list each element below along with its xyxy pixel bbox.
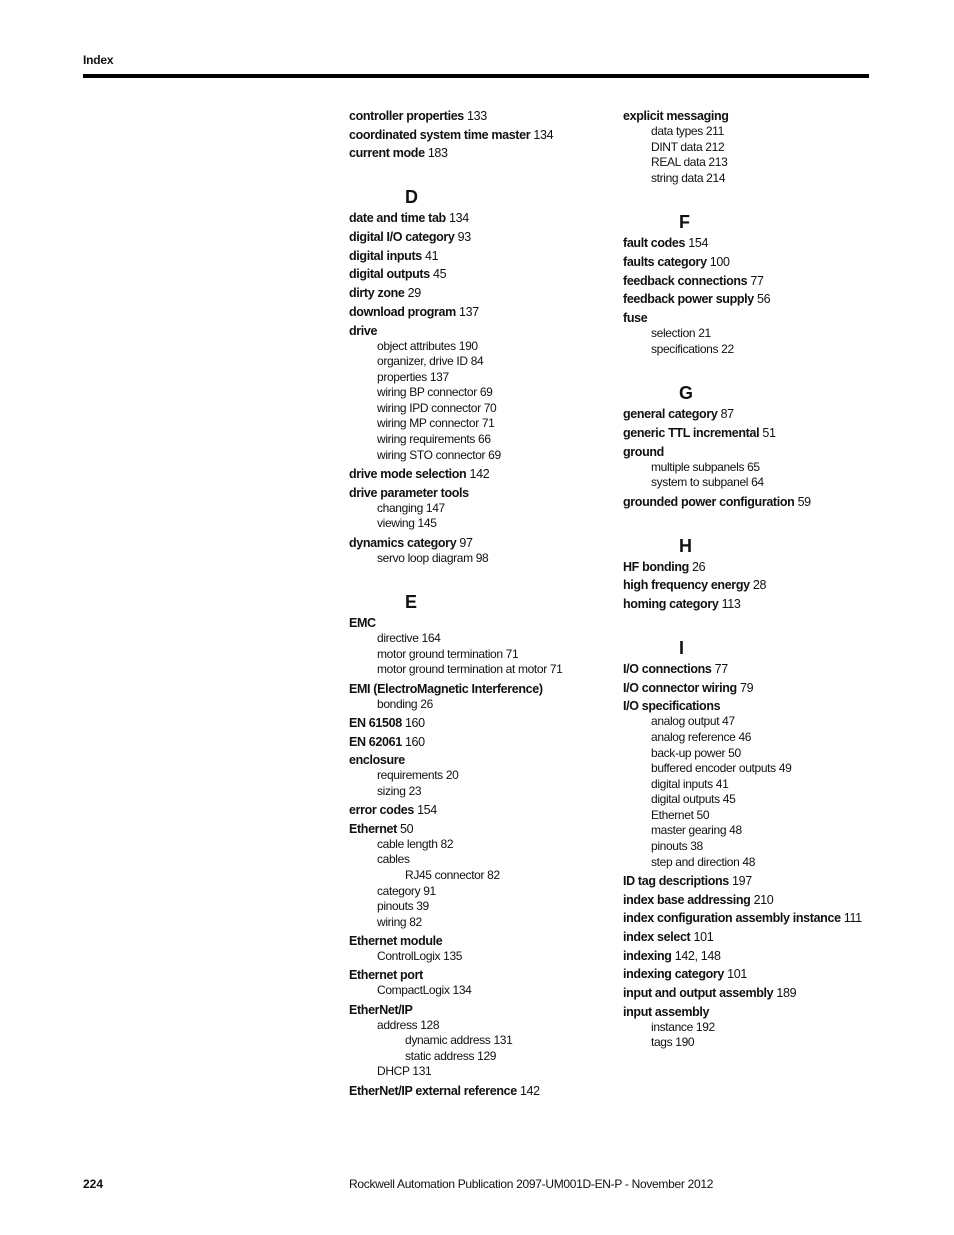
index-entry bbox=[623, 292, 923, 307]
index-entry bbox=[623, 560, 923, 575]
index-term: index select bbox=[623, 930, 691, 944]
sub-entry: object attributes 190 bbox=[377, 338, 478, 353]
index-term: drive bbox=[349, 323, 378, 338]
index-term: homing category bbox=[623, 596, 719, 611]
sub-entries bbox=[623, 714, 923, 870]
index-term: I/O connections bbox=[623, 661, 712, 676]
page-ref: 41 bbox=[425, 248, 439, 263]
sub-entry: system to subpanel 64 bbox=[651, 475, 764, 490]
sub-entries bbox=[623, 326, 923, 357]
index-entry bbox=[349, 934, 649, 949]
index-entry bbox=[623, 495, 923, 510]
section-letter-i: I bbox=[679, 637, 685, 658]
index-column-right bbox=[623, 109, 923, 1051]
index-entry bbox=[623, 1005, 923, 1020]
index-term: date and time tab bbox=[349, 211, 446, 226]
sub-entry: pinouts 38 bbox=[651, 839, 703, 854]
section-letter-d: D bbox=[405, 187, 418, 208]
page-ref: 97 bbox=[459, 535, 473, 550]
page-ref: 142, 148 bbox=[674, 948, 721, 963]
page-ref: 100 bbox=[709, 255, 730, 270]
sub-entry: organizer, drive ID 84 bbox=[377, 354, 484, 369]
sub-entry: cables bbox=[377, 852, 410, 867]
index-term: feedback connections bbox=[623, 273, 748, 288]
page-ref: 50 bbox=[400, 821, 414, 836]
index-entry bbox=[349, 803, 649, 818]
index-term: Ethernet bbox=[349, 821, 397, 836]
index-entry bbox=[623, 236, 923, 251]
sub-entries bbox=[349, 983, 649, 999]
index-term: download program bbox=[349, 304, 456, 319]
index-term: drive mode selection bbox=[349, 466, 467, 481]
sub-entry: CompactLogix 134 bbox=[377, 983, 472, 998]
index-entry bbox=[623, 662, 923, 677]
page-ref: 154 bbox=[688, 236, 709, 251]
sub-entry: wiring requirements 66 bbox=[377, 432, 491, 447]
index-entry bbox=[349, 753, 649, 768]
page-ref: 134 bbox=[533, 127, 554, 142]
index-term: EtherNet/IP external reference bbox=[349, 1083, 517, 1098]
sub-entries bbox=[349, 339, 649, 464]
index-entry bbox=[349, 146, 649, 161]
sub-entry: servo loop diagram 98 bbox=[377, 550, 489, 565]
page-ref: 29 bbox=[407, 286, 421, 301]
index-entry bbox=[623, 949, 923, 964]
index-entry bbox=[623, 407, 923, 422]
page-ref: 77 bbox=[750, 273, 764, 288]
index-entry bbox=[623, 911, 923, 926]
page-ref: 197 bbox=[732, 873, 752, 888]
index-term: grounded power configuration bbox=[623, 494, 795, 509]
index-entry bbox=[623, 930, 923, 945]
sub-entry: tags 190 bbox=[651, 1035, 695, 1050]
sub-entry: step and direction 48 bbox=[651, 854, 756, 869]
index-term: generic TTL incremental bbox=[623, 426, 760, 440]
sub-entry: requirements 20 bbox=[377, 768, 459, 783]
sub-entry: Ethernet 50 bbox=[651, 807, 710, 822]
sub-entry: REAL data 213 bbox=[651, 155, 728, 170]
index-term: index configuration assembly instance bbox=[623, 911, 841, 926]
sub-entry: address 128 bbox=[377, 1017, 440, 1032]
sub-entry: motor ground termination at motor 71 bbox=[377, 662, 563, 677]
sub-entry: ControlLogix 135 bbox=[377, 949, 463, 964]
index-term: EMI (ElectroMagnetic Interference) bbox=[349, 681, 543, 696]
sub-entries bbox=[349, 501, 649, 532]
sub-entries bbox=[623, 1020, 923, 1051]
index-entry bbox=[349, 128, 649, 143]
index-term: fault codes bbox=[623, 236, 686, 251]
sub-entry: changing 147 bbox=[377, 500, 445, 515]
index-term: indexing bbox=[623, 948, 672, 963]
index-term: digital outputs bbox=[349, 267, 430, 282]
index-term: EtherNet/IP bbox=[349, 1002, 413, 1017]
page-ref: 101 bbox=[727, 967, 747, 982]
section-letter-h: H bbox=[679, 535, 692, 556]
page-ref: 26 bbox=[692, 559, 706, 574]
sub-entry: analog output 47 bbox=[651, 714, 735, 729]
index-entry bbox=[623, 699, 923, 714]
index-entry bbox=[349, 467, 649, 482]
index-term: ID tag descriptions bbox=[623, 873, 729, 888]
index-term: index base addressing bbox=[623, 892, 751, 907]
publication-footer: Rockwell Automation Publication 2097-UM001D-EN-P - November 2012 bbox=[349, 1177, 714, 1191]
index-entry bbox=[349, 211, 649, 226]
index-term: drive parameter tools bbox=[349, 485, 469, 500]
page-ref: 160 bbox=[404, 734, 425, 749]
index-entry bbox=[623, 681, 923, 696]
page-ref: 137 bbox=[459, 304, 479, 319]
sub-entry: wiring STO connector 69 bbox=[377, 447, 501, 462]
sub-entry: DHCP 131 bbox=[377, 1064, 432, 1079]
sub-entry: category 91 bbox=[377, 883, 436, 898]
index-term: I/O connector wiring bbox=[623, 680, 737, 695]
index-term: indexing category bbox=[623, 967, 725, 982]
page-ref: 56 bbox=[757, 292, 771, 307]
index-entry bbox=[349, 249, 649, 264]
index-entry bbox=[349, 1003, 649, 1018]
index-term: coordinated system time master bbox=[349, 127, 531, 142]
index-entry bbox=[349, 230, 649, 245]
page-ref: 142 bbox=[469, 466, 490, 481]
index-term: general category bbox=[623, 407, 718, 422]
page-ref: 87 bbox=[720, 407, 734, 422]
sub-entry: directive 164 bbox=[377, 631, 441, 646]
sub-entry: analog reference 46 bbox=[651, 729, 752, 744]
page-ref: 93 bbox=[457, 230, 471, 245]
index-term: dirty zone bbox=[349, 286, 405, 301]
index-term: HF bonding bbox=[623, 559, 689, 574]
sub-entry: back-up power 50 bbox=[651, 745, 741, 760]
sub-entries bbox=[349, 768, 649, 799]
page-ref: 59 bbox=[797, 494, 811, 509]
section-letter-f: F bbox=[679, 212, 690, 233]
index-term: fuse bbox=[623, 311, 648, 326]
index-term: I/O specifications bbox=[623, 699, 721, 714]
index-entry bbox=[623, 597, 923, 612]
page-ref: 113 bbox=[721, 596, 741, 611]
index-term: EMC bbox=[349, 616, 376, 631]
index-entry bbox=[349, 735, 649, 750]
page-ref: 101 bbox=[693, 930, 714, 944]
index-entry bbox=[349, 682, 649, 697]
page-ref: 134 bbox=[448, 211, 469, 226]
page-ref: 51 bbox=[762, 426, 776, 440]
sub-entry: string data 214 bbox=[651, 170, 726, 185]
index-term: high frequency energy bbox=[623, 578, 750, 593]
index-term: explicit messaging bbox=[623, 109, 729, 123]
sub-entry: instance 192 bbox=[651, 1019, 715, 1034]
sub-entries bbox=[349, 551, 649, 567]
sub-entry: wiring MP connector 71 bbox=[377, 416, 495, 431]
sub-entry: specifications 22 bbox=[651, 341, 734, 356]
index-term: ground bbox=[623, 444, 664, 459]
index-term: dynamics category bbox=[349, 535, 457, 550]
page-ref: 160 bbox=[404, 715, 425, 730]
index-entry bbox=[623, 255, 923, 270]
sub-entries bbox=[349, 697, 649, 713]
sub-entry: buffered encoder outputs 49 bbox=[651, 761, 792, 776]
sub-sub-entry: static address 129 bbox=[405, 1048, 497, 1063]
header-rule bbox=[83, 74, 869, 78]
header-title: Index bbox=[83, 53, 114, 67]
index-term: EN 62061 bbox=[349, 734, 402, 749]
sub-entry: sizing 23 bbox=[377, 783, 422, 798]
index-entry bbox=[623, 986, 923, 1001]
section-letter-e: E bbox=[405, 592, 418, 613]
index-term: feedback power supply bbox=[623, 292, 754, 307]
index-term: Ethernet port bbox=[349, 968, 423, 983]
page-ref: 189 bbox=[776, 986, 797, 1001]
sub-entry: master gearing 48 bbox=[651, 823, 742, 838]
sub-entry: selection 21 bbox=[651, 326, 711, 341]
sub-entries bbox=[349, 631, 649, 678]
page-ref: 45 bbox=[432, 267, 447, 282]
index-entry bbox=[349, 822, 649, 837]
page-ref: 111 bbox=[843, 911, 862, 926]
page-ref: 133 bbox=[467, 109, 487, 123]
sub-entries bbox=[349, 949, 649, 965]
sub-entry: cable length 82 bbox=[377, 836, 454, 851]
sub-entry: bonding 26 bbox=[377, 696, 433, 711]
index-term: faults category bbox=[623, 255, 707, 270]
index-entry bbox=[349, 109, 649, 124]
index-entry bbox=[623, 311, 923, 326]
sub-entry: wiring 82 bbox=[377, 914, 422, 929]
index-term: EN 61508 bbox=[349, 715, 402, 730]
index-term: input assembly bbox=[623, 1004, 710, 1019]
page-ref: 210 bbox=[753, 892, 774, 907]
index-entry bbox=[349, 286, 649, 301]
index-entry bbox=[349, 968, 649, 983]
index-entry bbox=[623, 578, 923, 593]
index-term: error codes bbox=[349, 803, 414, 818]
sub-entry: viewing 145 bbox=[377, 516, 437, 531]
sub-entries bbox=[623, 460, 923, 491]
sub-entry: wiring IPD connector 70 bbox=[377, 400, 497, 415]
sub-entry: pinouts 39 bbox=[377, 899, 429, 914]
index-entry bbox=[349, 616, 649, 631]
sub-entry: digital outputs 45 bbox=[651, 792, 736, 807]
index-entry bbox=[349, 267, 649, 282]
index-entry bbox=[349, 486, 649, 501]
page-ref: 183 bbox=[427, 146, 448, 161]
index-entry bbox=[349, 536, 649, 551]
index-entry bbox=[349, 716, 649, 731]
index-entry bbox=[349, 324, 649, 339]
sub-entry: digital inputs 41 bbox=[651, 776, 729, 791]
sub-entries bbox=[623, 124, 923, 186]
page-ref: 79 bbox=[739, 680, 754, 695]
index-entry bbox=[349, 305, 649, 320]
sub-entry: wiring BP connector 69 bbox=[377, 385, 493, 400]
index-entry bbox=[623, 274, 923, 289]
sub-entry: DINT data 212 bbox=[651, 139, 725, 154]
index-entry bbox=[623, 109, 923, 124]
index-column-left bbox=[349, 109, 649, 1099]
index-entry bbox=[623, 426, 923, 441]
index-term: current mode bbox=[349, 146, 425, 161]
index-term: enclosure bbox=[349, 753, 405, 768]
sub-entries bbox=[349, 1018, 649, 1080]
sub-sub-entry: RJ45 connector 82 bbox=[405, 867, 500, 882]
sub-entry: properties 137 bbox=[377, 369, 449, 384]
page-ref: 77 bbox=[714, 661, 728, 676]
sub-entry: motor ground termination 71 bbox=[377, 646, 519, 661]
index-entry bbox=[349, 1084, 649, 1099]
index-term: digital inputs bbox=[349, 248, 422, 263]
page-number: 224 bbox=[83, 1177, 104, 1191]
section-letter-g: G bbox=[679, 383, 694, 404]
sub-entry: multiple subpanels 65 bbox=[651, 459, 760, 474]
index-term: controller properties bbox=[349, 109, 464, 123]
index-entry bbox=[623, 445, 923, 460]
index-entry bbox=[623, 874, 923, 889]
sub-entries bbox=[349, 837, 649, 931]
sub-entry: data types 211 bbox=[651, 124, 724, 138]
index-term: input and output assembly bbox=[623, 986, 774, 1001]
index-entry bbox=[623, 967, 923, 982]
index-entry bbox=[623, 893, 923, 908]
index-term: Ethernet module bbox=[349, 934, 443, 949]
page-ref: 154 bbox=[417, 803, 437, 818]
page-ref: 142 bbox=[519, 1083, 540, 1098]
index-term: digital I/O category bbox=[349, 230, 455, 245]
sub-sub-entry: dynamic address 131 bbox=[405, 1033, 513, 1048]
page-ref: 28 bbox=[752, 578, 767, 593]
